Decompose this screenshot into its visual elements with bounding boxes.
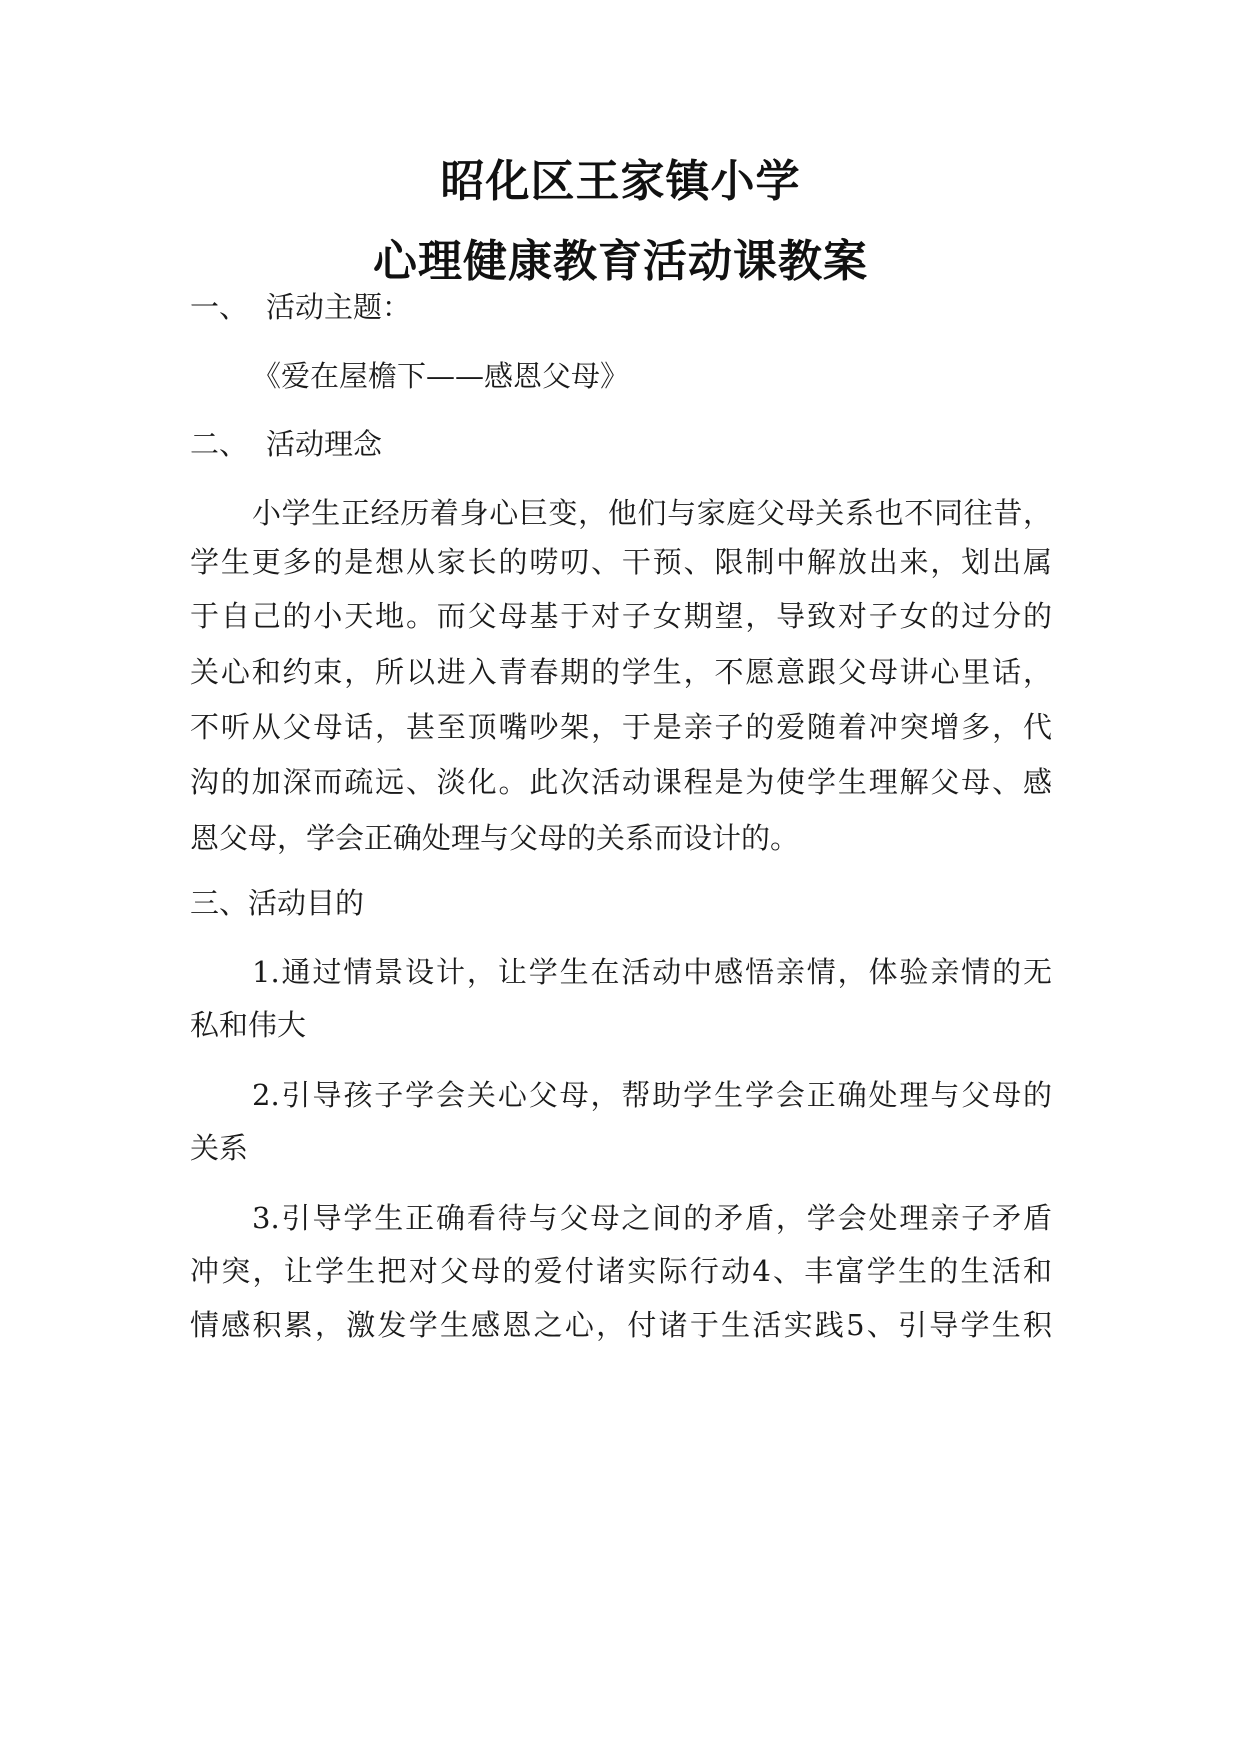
goal-item-3-line: 情感积累，激发学生感恩之心，付诸于生活实践5、引导学生积 (190, 1308, 1052, 1342)
goal-item-1-line: 私和伟大 (190, 1008, 307, 1042)
paragraph-line: 小学生正经历着身心巨变，他们与家庭父母关系也不同往昔， (252, 496, 1052, 530)
paragraph-line: 不听从父母话，甚至顶嘴吵架，于是亲子的爱随着冲突增多，代 (190, 710, 1052, 744)
goal-item-3-line: 3.引导学生正确看待与父母之间的矛盾，学会处理亲子矛盾 (252, 1201, 1052, 1235)
goal-item-2-line: 2.引导孩子学会关心父母，帮助学生学会正确处理与父母的 (252, 1078, 1052, 1112)
paragraph-line: 沟的加深而疏远、淡化。此次活动课程是为使学生理解父母、感 (190, 765, 1052, 799)
section-1-heading (190, 287, 411, 327)
section-3-heading: 三、活动目的 (190, 886, 365, 920)
section-1-title: 活动主题： (266, 290, 412, 324)
section-2-number: 二、 (190, 427, 249, 461)
document-title-school: 昭化区王家镇小学 (440, 156, 801, 207)
document-title-lesson: 心理健康教育活动课教案 (373, 236, 868, 287)
section-1-content: 《爱在屋檐下——感恩父母》 (252, 359, 630, 393)
paragraph-line: 关心和约束，所以进入青春期的学生，不愿意跟父母讲心里话， (190, 655, 1052, 689)
section-2-heading (190, 424, 382, 464)
paragraph-line: 学生更多的是想从家长的唠叨、干预、限制中解放出来，划出属 (190, 545, 1052, 579)
goal-item-1-line: 1.通过情景设计，让学生在活动中感悟亲情，体验亲情的无 (252, 955, 1052, 989)
goal-item-2-line: 关系 (190, 1131, 249, 1165)
goal-item-3-line: 冲突，让学生把对父母的爱付诸实际行动4、丰富学生的生活和 (190, 1254, 1052, 1288)
section-1-number: 一、 (190, 290, 249, 324)
paragraph-line: 于自己的小天地。而父母基于对子女期望，导致对子女的过分的 (190, 599, 1052, 633)
paragraph-line: 恩父母，学会正确处理与父母的关系而设计的。 (190, 821, 800, 855)
section-2-title: 活动理念 (266, 427, 383, 461)
